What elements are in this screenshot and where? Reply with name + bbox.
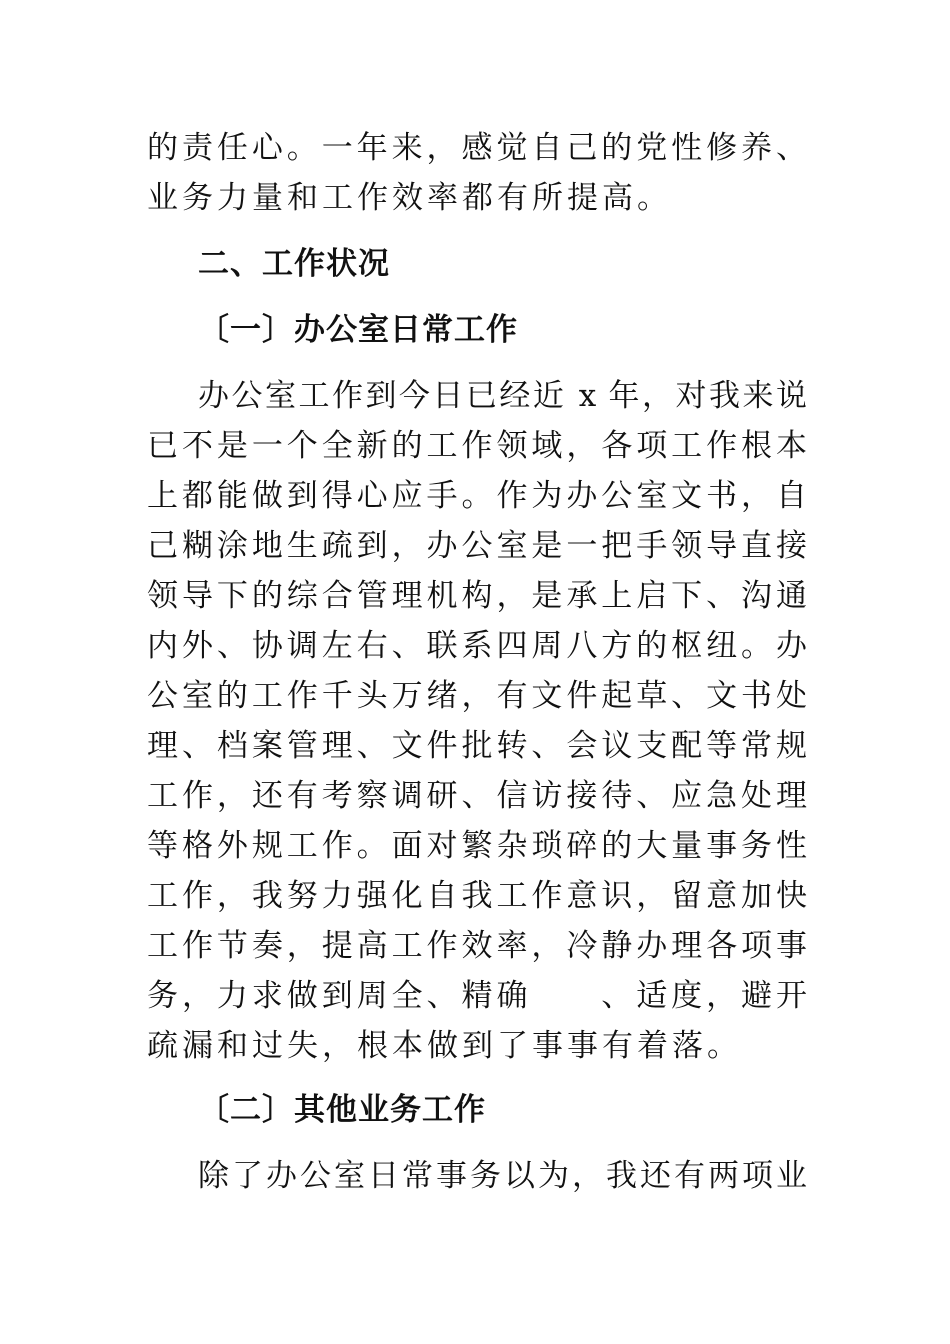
paragraph-2-line-1: 除了办公室日常事务以为，我还有两项业 xyxy=(198,1158,807,1194)
intro-line-2: 业务力量和工作效率都有所提高。 xyxy=(147,180,672,216)
paragraph-1-line-3: 上都能做到得心应手。作为办公室文书，自 xyxy=(147,478,807,514)
paragraph-1-line-12: 工作节奏，提高工作效率，冷静办理各项事 xyxy=(147,928,807,964)
paragraph-1-line-4: 己糊涂地生疏到，办公室是一把手领导直接 xyxy=(147,528,807,564)
subsection-heading-1: 〔一〕办公室日常工作 xyxy=(198,312,518,348)
paragraph-1-line-14: 疏漏和过失，根本做到了事事有着落。 xyxy=(147,1028,742,1064)
paragraph-1-line-2: 已不是一个全新的工作领域，各项工作根本 xyxy=(147,428,807,464)
paragraph-1-line-1: 办公室工作到今日已经近 x 年，对我来说 xyxy=(198,378,807,414)
section-heading: 二、工作状况 xyxy=(198,246,390,282)
paragraph-1-line-5: 领导下的综合管理机构，是承上启下、沟通 xyxy=(147,578,807,614)
paragraph-1-line-13: 务，力求做到周全、精确 、适度，避开 xyxy=(147,978,807,1014)
paragraph-1-line-10: 等格外规工作。面对繁杂琐碎的大量事务性 xyxy=(147,828,807,864)
intro-line-1: 的责任心。一年来，感觉自己的党性修养、 xyxy=(147,130,807,166)
paragraph-1-line-6: 内外、协调左右、联系四周八方的枢纽。办 xyxy=(147,628,807,664)
paragraph-1-line-8: 理、档案管理、文件批转、会议支配等常规 xyxy=(147,728,807,764)
paragraph-1-line-7: 公室的工作千头万绪，有文件起草、文书处 xyxy=(147,678,807,714)
paragraph-1-line-11: 工作，我努力强化自我工作意识，留意加快 xyxy=(147,878,807,914)
paragraph-1-line-9: 工作，还有考察调研、信访接待、应急处理 xyxy=(147,778,807,814)
subsection-heading-2: 〔二〕其他业务工作 xyxy=(198,1092,486,1128)
